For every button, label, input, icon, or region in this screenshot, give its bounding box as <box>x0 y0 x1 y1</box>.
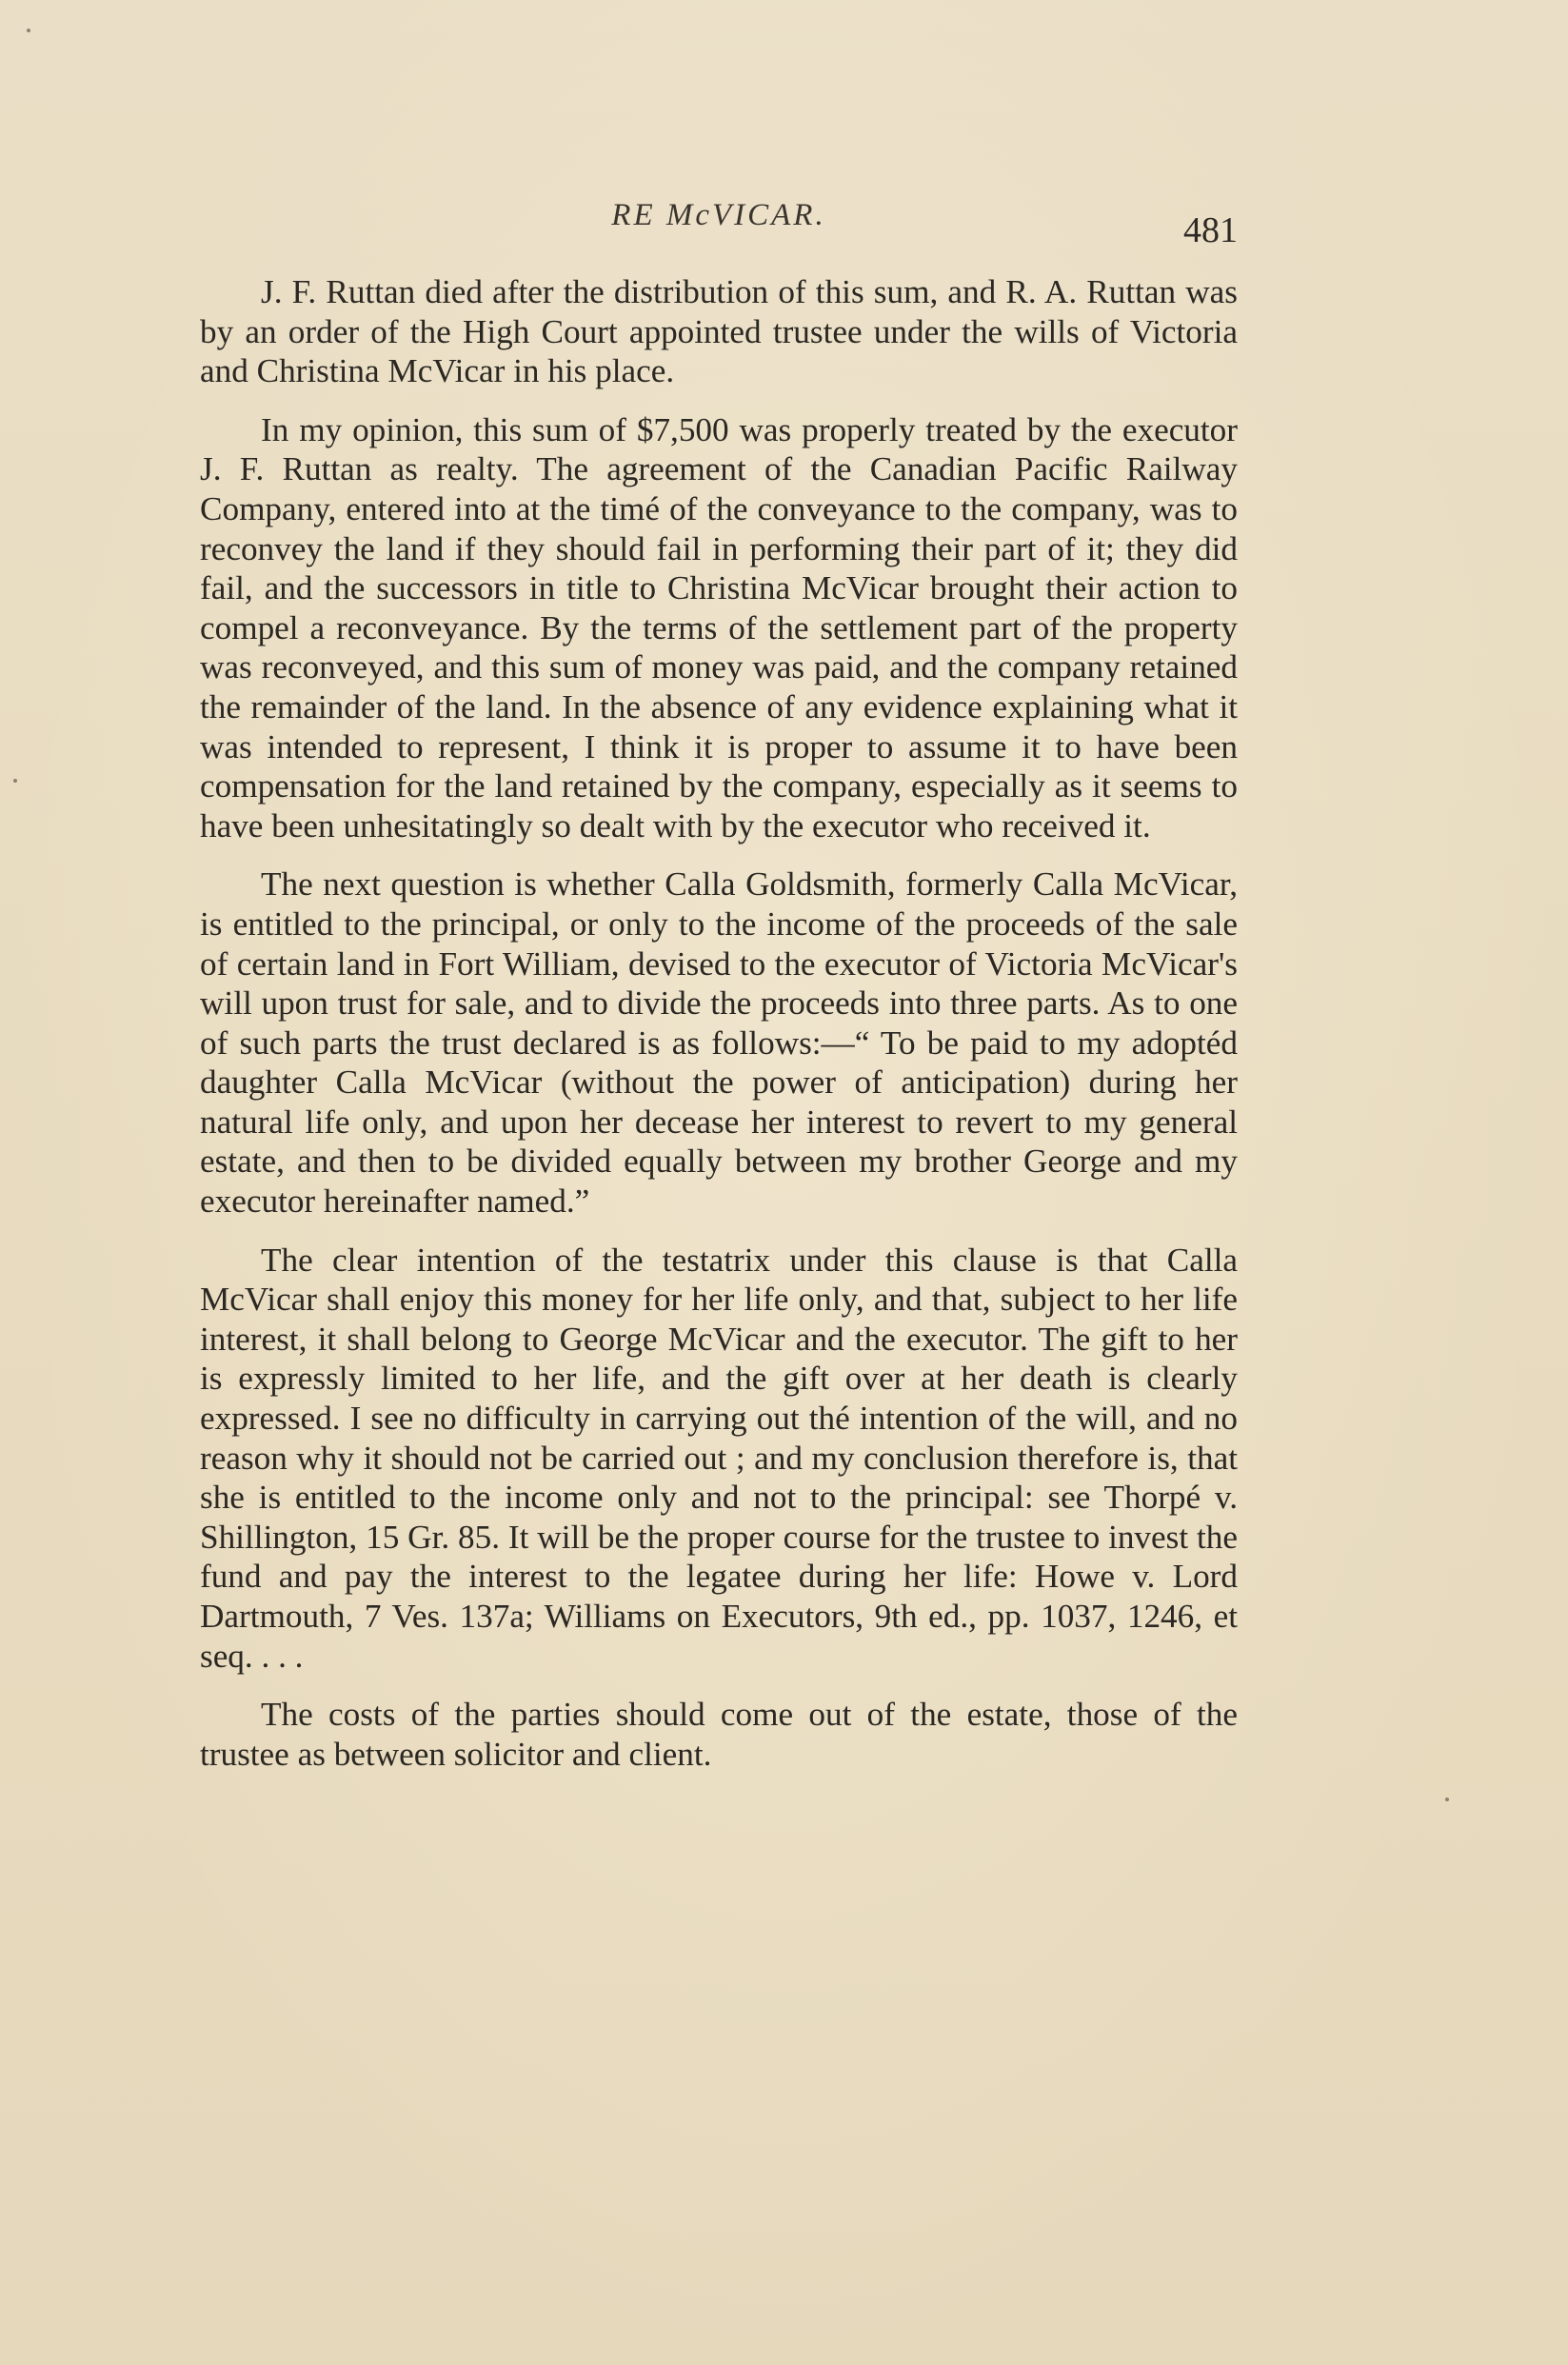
body-text <box>200 272 1238 1793</box>
paper-speck <box>27 29 30 32</box>
paragraph: The costs of the parties should come out of the estate, those of the trustee as between solicitor and client. <box>200 1696 1238 1773</box>
paragraph: The clear intention of the testatrix under this clause is that Calla McVicar shall enjoy this money for her life only, and that, subject to her life interest, it shall belong to George McVicar and the executor. The gift to her is expressly limited to her life, and the gift over at her death is clearly expressed. I see no difficulty in carrying out thé intention of the will, and no reason why it should not be carried out ; and my conclusion therefore is, that she is entitled to the income only and not to the principal: see Thorpé v. Shillington, 15 Gr. 85. It will be the proper course for the trustee to invest the fund and pay the interest to the legatee during her life: Howe v. Lord Dartmouth, 7 Ves. 137a; Williams on Executors, 9th ed., pp. 1037, 1246, et seq. . . . <box>200 1241 1238 1675</box>
paper-speck <box>1445 1798 1449 1801</box>
running-head: RE McVICAR. <box>611 198 826 232</box>
page-number: 481 <box>1183 210 1238 250</box>
paragraph: In my opinion, this sum of $7,500 was properly treated by the executor J. F. Ruttan as realty. The agreement of the Canadian Pacific Railway Company, entered into at the timé of the conveyance to the company, was to reconvey the land if they should fail in performing their part of it; they did fail, and the successors in title to Christina McVicar brought their action to compel a reconveyance. By the terms of the settlement part of the property was reconveyed, and this sum of money was paid, and the company retained the remainder of the land. In the absence of any evidence explaining what it was intended to represent, I think it is proper to assume it to have been compensation for the land retained by the company, especially as it seems to have been unhesitatingly so dealt with by the executor who received it. <box>200 410 1238 845</box>
paragraph: The next question is whether Calla Goldsmith, formerly Calla McVicar, is entitled to the principal, or only to the income of the proceeds of the sale of certain land in Fort William, devised to the executor of Victoria McVicar's will upon trust for sale, and to divide the proceeds into three parts. As to one of such parts the trust declared is as follows:—“ To be paid to my adoptéd daughter Calla McVicar (without the power of anticipation) during her natural life only, and upon her decease her interest to revert to my general estate, and then to be divided equally between my brother George and my executor hereinafter named.” <box>200 865 1238 1221</box>
paragraph: J. F. Ruttan died after the distribution of this sum, and R. A. Ruttan was by an order of the High Court appointed trustee under the wills of Victoria and Christina McVicar in his place. <box>200 273 1238 390</box>
paper-speck <box>13 779 17 783</box>
page-header <box>200 198 1238 255</box>
